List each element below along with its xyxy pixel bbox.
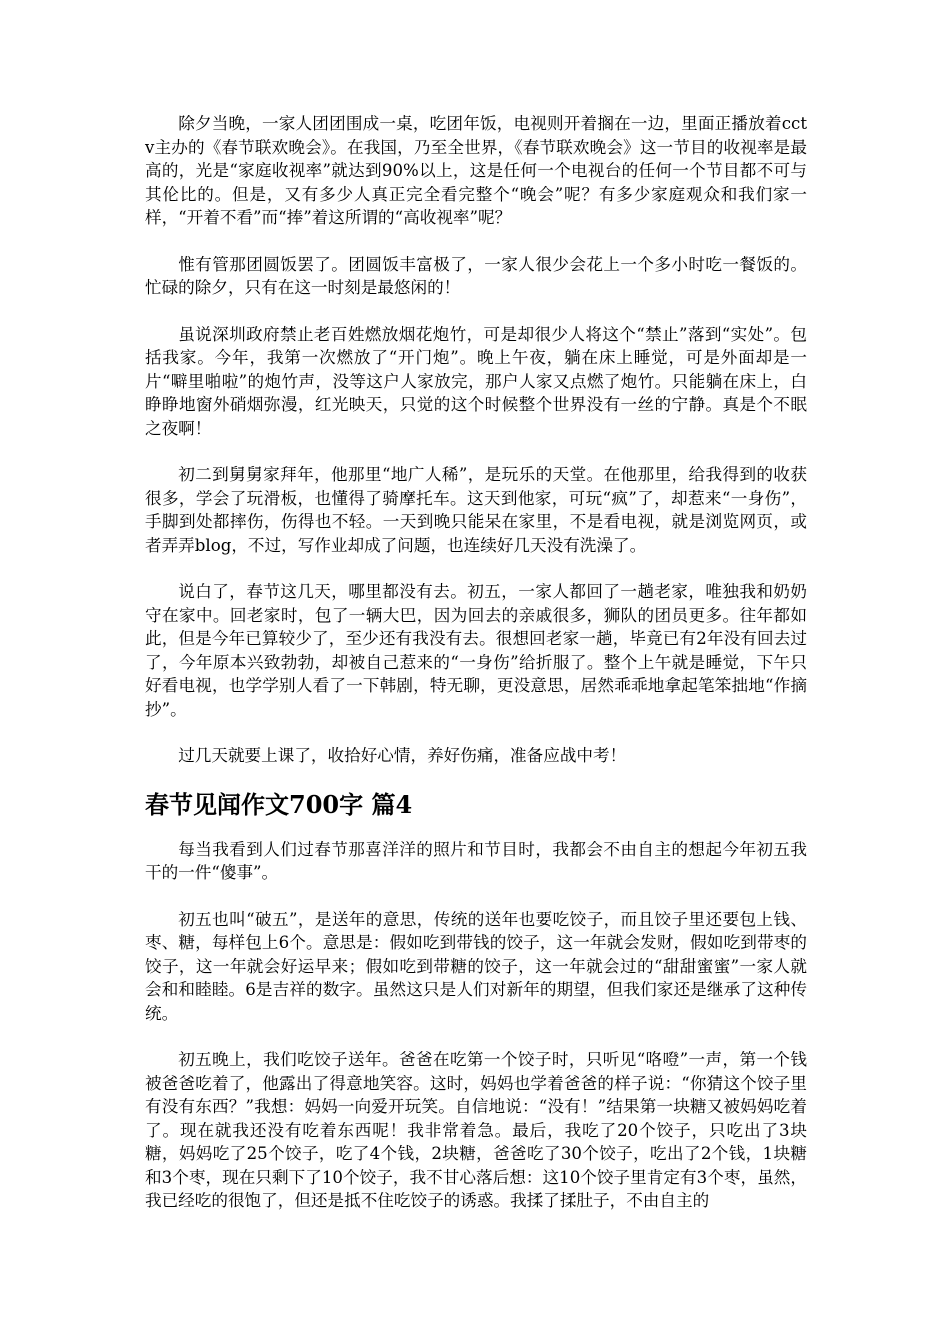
- paragraph-dumpling-dinner: 初五晚上，我们吃饺子送年。爸爸在吃第一个饺子时，只听见“咯噔”一声，第一个钱被爸爸吃着了，他露出了得意地笑容。这时，妈妈也学着爸爸的样子说：“你猜这个饺子里有没有东西？”我想：妈妈一向爱开玩笑。自信地说：“没有！”结果第一块糖又被妈妈吃着了。现在就我还没有吃着东西呢！我非常着急。最后，我吃了20个饺子，只吃出了3块糖，妈妈吃了25个饺子，吃了4个钱，2块糖，爸爸吃了30个饺子，吃出了2个钱，1块糖和3个枣，现在只剩下了10个饺子，我不甘心落后想：这10个饺子里肯定有3个枣，虽然，我已经吃的很饱了，但还是抵不住吃饺子的诱惑。我揉了揉肚子，不由自主的: [145, 1050, 807, 1210]
- section-heading: 春节见闻作文700字 篇4: [145, 789, 413, 819]
- paragraph-hometown-trip: 说白了，春节这几天，哪里都没有去。初五，一家人都回了一趟老家，唯独我和奶奶守在家中。回老家时，包了一辆大巴，因为回去的亲戚很多，狮队的团员更多。往年都如此，但是今年已算较少了，至少还有我没有去。很想回老家一趟，毕竟已有2年没有回去过了，今年原本兴致勃勃，却被自己惹来的“一身伤”给折服了。整个上午就是睡觉，下午只好看电视，也学学别人看了一下韩剧，特无聊，更没意思，居然乖乖地拿起笔笨拙地“作摘抄”。: [145, 582, 807, 719]
- paragraph-new-year-eve-gala: 除夕当晚，一家人团团围成一桌，吃团年饭，电视则开着搁在一边，里面正播放着cctv主办的《春节联欢晚会》。在我国，乃至全世界，《春节联欢晚会》这一节目的收视率是最高的，光是“家庭收视率”就达到90%以上，这是任何一个电视台的任何一个节目都不可与其伦比的。但是，又有多少人真正完全看完整个“晚会”呢？有多少家庭观众和我们家一样，“开着不看”而“捧”着这所谓的“高收视率”呢？: [145, 114, 807, 227]
- paragraph-uncle-visit: 初二到舅舅家拜年，他那里“地广人稀”，是玩乐的天堂。在他那里，给我得到的收获很多，学会了玩滑板，也懂得了骑摩托车。这天到他家，可玩“疯”了，却惹来“一身伤”，手脚到处都摔伤，伤得也不轻。一天到晚只能呆在家里，不是看电视，就是浏览网页，或者弄弄blog，不过，写作业却成了问题，也连续好几天没有洗澡了。: [145, 465, 807, 555]
- paragraph-reunion-dinner: 惟有管那团圆饭罢了。团圆饭丰富极了，一家人很少会花上一个多小时吃一餐饭的。忙碌的除夕，只有在这一时刻是最悠闲的！: [145, 254, 807, 297]
- document-page: [145, 112, 807, 1213]
- paragraph-silly-thing-intro: 每当我看到人们过春节那喜洋洋的照片和节目时，我都会不由自主的想起今年初五我干的一件“傻事”。: [145, 839, 807, 882]
- paragraph-firecrackers: 虽说深圳政府禁止老百姓燃放烟花炮竹，可是却很少人将这个“禁止”落到“实处”。包括我家。今年，我第一次燃放了“开门炮”。晚上午夜，躺在床上睡觉，可是外面却是一片“噼里啪啦”的炮竹声，没等这户人家放完，那户人家又点燃了炮竹。只能躺在床上，白睁睁地窗外硝烟弥漫，红光映天，只觉的这个时候整个世界没有一丝的宁静。真是个不眠之夜啊！: [145, 324, 807, 438]
- paragraph-po-wu-tradition: 初五也叫“破五”，是送年的意思，传统的送年也要吃饺子，而且饺子里还要包上钱、枣、糖，每样包上6个。意思是：假如吃到带钱的饺子，这一年就会发财，假如吃到带枣的饺子，这一年就会好运早来；假如吃到带糖的饺子，这一年就会过的“甜甜蜜蜜”一家人就会和和睦睦。6是吉祥的数字。虽然这只是人们对新年的期望，但我们家还是继承了这种传统。: [145, 909, 807, 1023]
- paragraph-back-to-school: 过几天就要上课了，收拾好心情，养好伤痛，准备应战中考！: [178, 746, 627, 765]
